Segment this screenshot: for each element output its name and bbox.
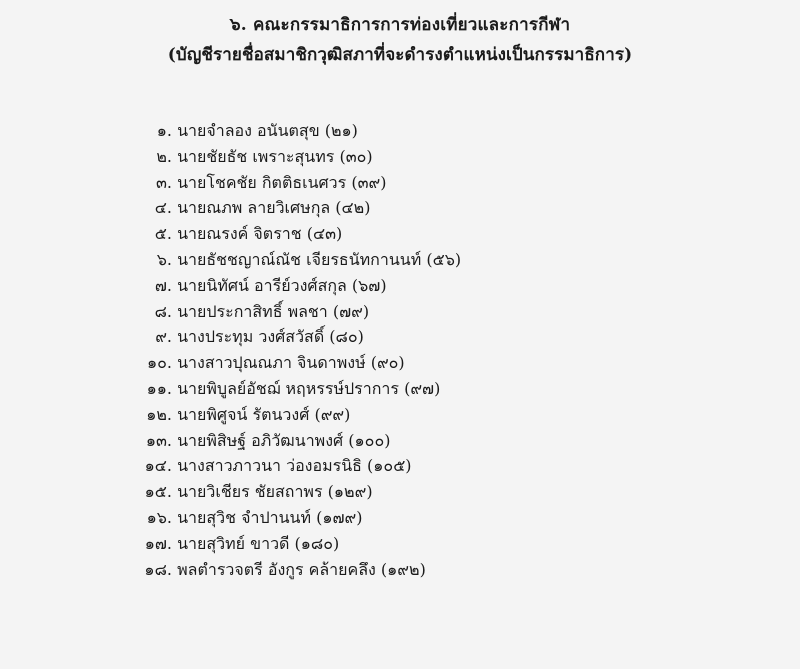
member-name: นายพิสิษฐ์ อภิวัฒนาพงศ์ (๑๐๐) xyxy=(172,430,391,450)
list-item xyxy=(0,376,800,402)
list-item xyxy=(0,531,800,557)
member-number: ๑. xyxy=(156,121,172,140)
member-number: ๑๓. xyxy=(145,430,172,450)
member-number: ๑๗. xyxy=(144,533,172,553)
member-name: นายประกาสิทธิ์ พลชา (๗๙) xyxy=(172,301,370,321)
member-number: ๖. xyxy=(156,249,172,269)
member-name: พลตำรวจตรี อังกูร คล้ายคลึง (๑๙๒) xyxy=(172,559,426,579)
list-item xyxy=(0,221,800,247)
document-header xyxy=(0,10,800,70)
list-item xyxy=(0,557,800,583)
list-item xyxy=(0,195,800,221)
member-list xyxy=(0,118,800,582)
member-name: นายสุวิช จำปานนท์ (๑๗๙) xyxy=(172,507,363,527)
member-number: ๑๑. xyxy=(146,378,172,398)
list-item xyxy=(0,428,800,454)
member-number: ๗. xyxy=(154,275,172,295)
member-name: นายจำลอง อนันตสุข (๒๑) xyxy=(172,121,358,140)
member-name: นายชัยธัช เพราะสุนทร (๓๐) xyxy=(172,146,373,166)
member-number: ๑๘. xyxy=(144,559,172,579)
member-name: นายนิทัศน์ อารีย์วงศ์สกุล (๖๗) xyxy=(172,275,387,295)
member-number: ๙. xyxy=(155,327,172,347)
list-item xyxy=(0,299,800,325)
member-name: นายสุวิทย์ ขาวดี (๑๘๐) xyxy=(172,533,340,553)
list-item xyxy=(0,350,800,376)
list-item xyxy=(0,247,800,273)
member-name: นางสาวปุณณภา จินดาพงษ์ (๙๐) xyxy=(172,353,405,373)
list-item xyxy=(0,402,800,428)
member-name: นายณภพ ลายวิเศษกุล (๔๒) xyxy=(172,198,371,218)
committee-subtitle: (บัญชีรายชื่อสมาชิกวุฒิสภาที่จะดำรงตำแหน่งเป็นกรรมาธิการ) xyxy=(167,45,633,65)
member-number: ๔. xyxy=(154,198,172,218)
list-item xyxy=(0,144,800,170)
member-name: นางประทุม วงศ์สวัสดิ์ (๘๐) xyxy=(172,327,364,347)
member-number: ๑๔. xyxy=(144,456,172,476)
committee-title: ๖. คณะกรรมาธิการการท่องเที่ยวและการกีฬา xyxy=(229,15,571,35)
list-item xyxy=(0,324,800,350)
member-number: ๑๖. xyxy=(146,507,172,527)
member-number: ๓. xyxy=(155,172,172,192)
member-name: นายธัชชญาณ์ณัช เจียรธนัทกานนท์ (๕๖) xyxy=(172,249,462,269)
member-number: ๘. xyxy=(154,301,172,321)
member-number: ๑๒. xyxy=(146,404,172,424)
list-item xyxy=(0,479,800,505)
member-number: ๑๕. xyxy=(144,482,172,502)
member-name: นายณรงค์ จิตราช (๔๓) xyxy=(172,224,343,244)
member-name: นายพิศูจน์ รัตนวงศ์ (๙๙) xyxy=(172,404,351,424)
list-item xyxy=(0,453,800,479)
member-name: นายวิเชียร ชัยสถาพร (๑๒๙) xyxy=(172,482,373,502)
member-name: นายพิบูลย์อัชฌ์ หฤหรรษ์ปราการ (๙๗) xyxy=(172,378,441,398)
member-number: ๕. xyxy=(154,224,172,244)
list-item xyxy=(0,118,800,144)
member-number: ๑๐. xyxy=(146,353,172,373)
list-item xyxy=(0,170,800,196)
list-item xyxy=(0,505,800,531)
member-name: นางสาวภาวนา ว่องอมรนิธิ (๑๐๕) xyxy=(172,456,412,476)
member-name: นายโชคชัย กิตติธเนศวร (๓๙) xyxy=(172,172,387,192)
list-item xyxy=(0,273,800,299)
member-number: ๒. xyxy=(156,146,172,166)
